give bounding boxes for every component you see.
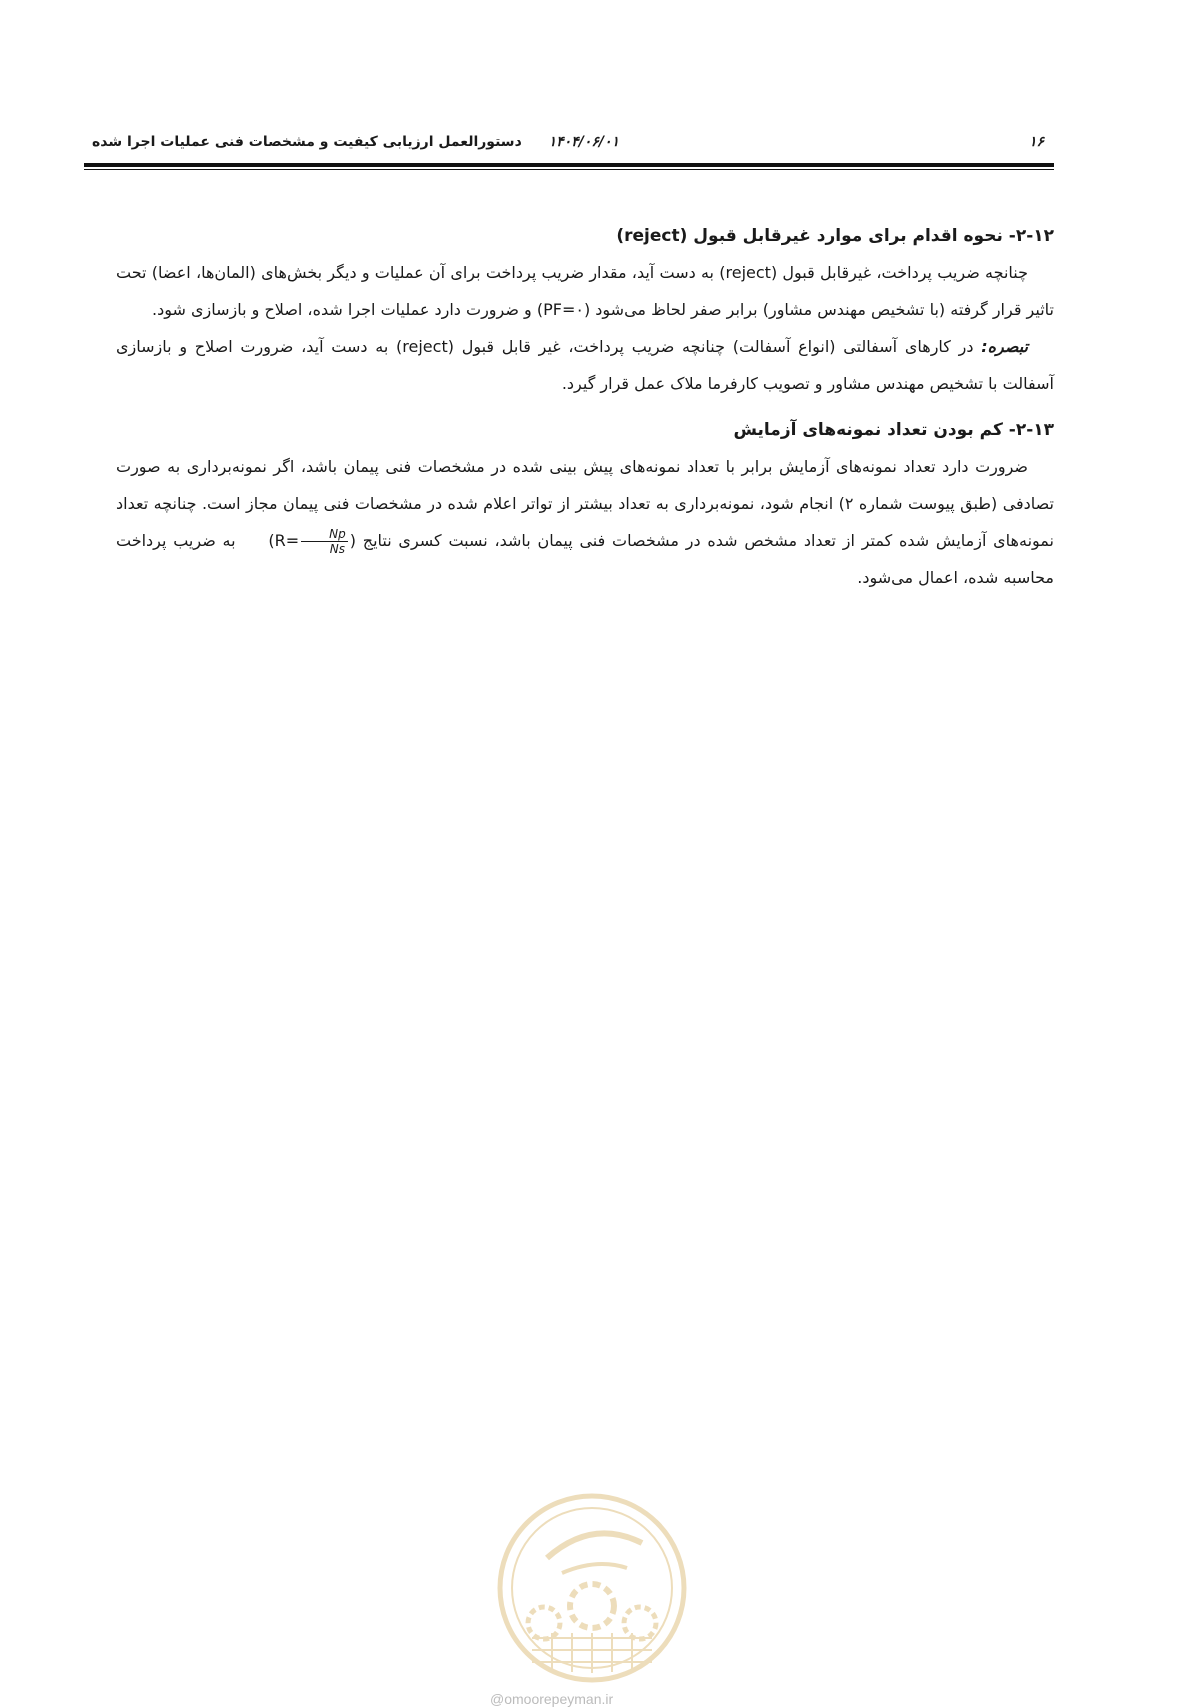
fraction-denominator: Ns — [329, 542, 346, 556]
note-text: در کارهای آسفالتی (انواع آسفالت) چنانچه ضریب پرداخت، غیر قابل قبول (reject) به دست آید، ضرورت اصلاح و بازسازی آسفالت با تشخیص مهندس مشاور و تصویب کارفرما ملاک عمل قرار گیرد. — [116, 337, 1054, 393]
header-rule-thin — [84, 169, 1054, 170]
ratio-fraction — [301, 527, 348, 556]
fraction-numerator: Np — [301, 527, 348, 542]
watermark-logo — [492, 1488, 692, 1688]
paragraph-samples-end: به ضریب پرداخت محاسبه شده، اعمال می‌شود. — [116, 531, 1054, 587]
watermark-url: @omoorepeyman.ir — [490, 1691, 614, 1707]
paragraph-samples-text: ضرورت دارد تعداد نمونه‌های آزمایش برابر با تعداد نمونه‌های پیش بینی شده در مشخصات فنی پیمان باشد، اگر نمونه‌برداری به صورت تصادفی (طبق پیوست شماره ۲) انجام شود، نمونه‌برداری به تعداد بیشتر از تواتر اعلام شده در مشخصات فنی پیمان مجاز است. چنانچه تعداد نمونه‌های آزمایش شده کمتر از تعداد مشخص شده در مشخصات فنی پیمان باشد، نسبت کسری نتایج — [116, 457, 1055, 550]
ratio-formula — [242, 522, 356, 559]
header-rule-thick — [84, 163, 1054, 167]
document-body — [116, 218, 1054, 596]
formula-prefix: (R= — [268, 531, 300, 550]
page-number: ۱۶ — [1028, 134, 1044, 150]
section-heading-samples: ۲-۱۳- کم بودن تعداد نمونه‌های آزمایش — [733, 420, 1054, 440]
paragraph-samples — [116, 448, 1054, 596]
formula-suffix: ) — [349, 531, 356, 550]
paragraph-reject: چنانچه ضریب پرداخت، غیرقابل قبول (reject) به دست آید، مقدار ضریب پرداخت برای آن عملیات و دیگر بخش‌های (المان‌ها، اعضا) تحت تاثیر قرار گرفته (با تشخیص مهندس مشاور) برابر صفر لحاظ می‌شود (PF=۰) و ضرورت دارد عملیات اجرا شده، اصلاح و بازسازی شود. — [116, 263, 1054, 319]
page-header — [84, 128, 1054, 158]
document-date: ۱۴۰۴/۰۶/۰۱ — [548, 134, 619, 150]
note-paragraph — [116, 328, 1054, 402]
note-label: تبصره: — [981, 337, 1028, 356]
document-title: دستورالعمل ارزیابی کیفیت و مشخصات فنی عملیات اجرا شده — [92, 134, 522, 150]
section-heading-reject: ۲-۱۲- نحوه اقدام برای موارد غیرقابل قبول (reject) — [616, 226, 1054, 246]
